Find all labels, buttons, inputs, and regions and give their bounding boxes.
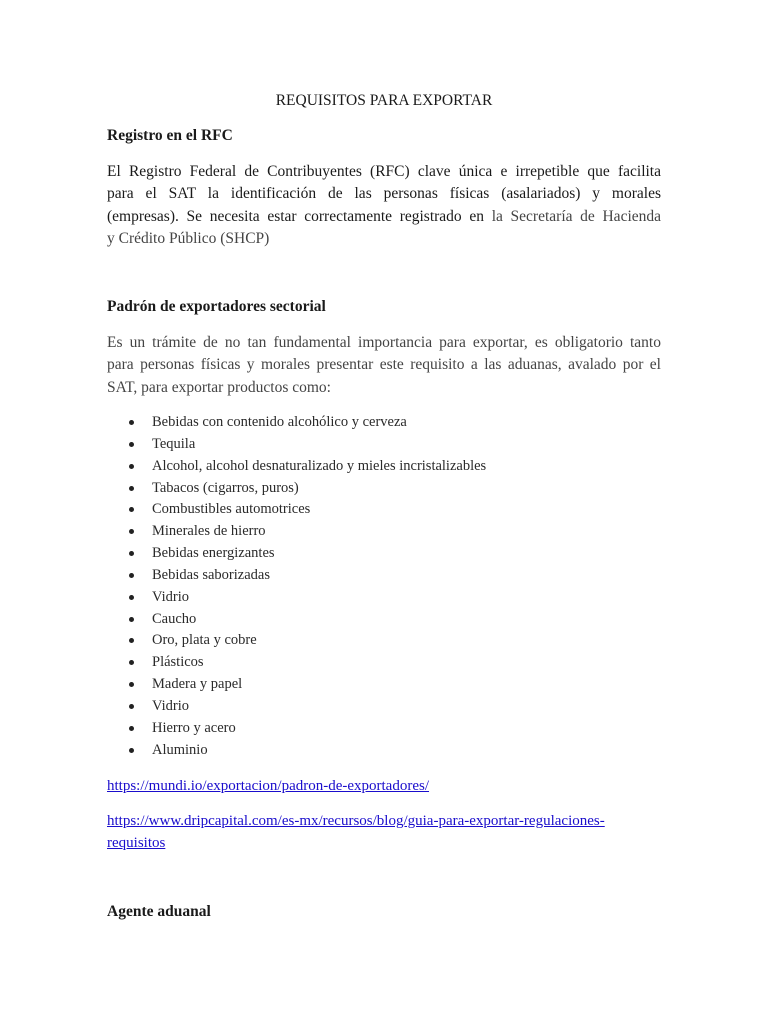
list-item (107, 674, 486, 696)
list-item (107, 434, 486, 456)
rfc-paragraph-line: El Registro Federal de Contribuyentes (RFC) clave única e irrepetible que facilita (107, 163, 661, 180)
list-item-text: Vidrio (152, 697, 189, 714)
list-item-text: Minerales de hierro (152, 523, 266, 540)
bullet-icon (129, 638, 134, 643)
list-item (107, 740, 486, 762)
bullet-icon (129, 748, 134, 753)
list-item (107, 630, 486, 652)
section-heading-agente: Agente aduanal (107, 903, 211, 920)
bullet-icon (129, 420, 134, 425)
list-item-text: Bebidas con contenido alcohólico y cerveza (152, 414, 407, 430)
list-item-text: Combustibles automotrices (152, 501, 311, 518)
shcp-name-text: la Secretaría de Hacienda (491, 207, 662, 225)
padron-paragraph (107, 332, 661, 399)
bullet-icon (129, 682, 134, 687)
bullet-icon (129, 464, 134, 469)
bullet-icon (129, 660, 134, 665)
bullet-icon (129, 551, 134, 556)
list-item (107, 521, 486, 543)
list-item-text: Aluminio (152, 741, 208, 758)
mundi-link[interactable]: https://mundi.io/exportacion/padron-de-exportadores/ (107, 778, 430, 794)
list-item-text: Hierro y acero (152, 719, 236, 736)
bullet-icon (129, 507, 134, 512)
list-item-text: Tequila (152, 435, 196, 452)
rfc-paragraph-line (107, 206, 661, 228)
section-heading-padron: Padrón de exportadores sectorial (107, 298, 326, 315)
list-item-text: Oro, plata y cobre (152, 632, 257, 649)
dripcapital-link-continuation[interactable]: requisitos (107, 835, 166, 851)
list-item-text: Bebidas saborizadas (152, 566, 270, 583)
list-item (107, 456, 486, 478)
list-item-text: Plásticos (152, 654, 204, 671)
list-item (107, 652, 486, 674)
section-heading-rfc: Registro en el RFC (107, 127, 233, 144)
list-item-text: Bebidas energizantes (152, 545, 275, 562)
document-title: REQUISITOS PARA EXPORTAR (275, 92, 493, 109)
products-list (107, 412, 486, 762)
list-item (107, 543, 486, 565)
bullet-icon (129, 617, 134, 622)
list-item (107, 565, 486, 587)
list-item-text: Caucho (152, 610, 197, 627)
rfc-paragraph-text: (empresas). Se necesita estar correctamente registrado en (107, 207, 484, 225)
padron-paragraph-line: para personas físicas y morales presentar este requisito a las aduanas, avalado por el (107, 356, 661, 374)
bullet-icon (129, 529, 134, 534)
list-item-text: Tabacos (cigarros, puros) (152, 479, 299, 496)
padron-paragraph-line: Es un trámite de no tan fundamental importancia para exportar, es obligatorio tanto (107, 334, 661, 351)
list-item-text: Alcohol, alcohol desnaturalizado y mieles incristalizables (152, 457, 487, 474)
rfc-paragraph-line: y Crédito Público (SHCP) (107, 229, 270, 247)
bullet-icon (129, 442, 134, 447)
dripcapital-link[interactable]: https://www.dripcapital.com/es-mx/recursos/blog/guia-para-exportar-regulaciones- (107, 813, 605, 829)
bullet-icon (129, 595, 134, 600)
list-item (107, 696, 486, 718)
bullet-icon (129, 704, 134, 709)
list-item (107, 478, 486, 500)
list-item-text: Vidrio (152, 588, 189, 605)
list-item (107, 499, 486, 521)
bullet-icon (129, 573, 134, 578)
bullet-icon (129, 486, 134, 491)
list-item (107, 587, 486, 609)
list-item-text: Madera y papel (152, 676, 243, 693)
bullet-icon (129, 726, 134, 731)
list-item (107, 718, 486, 740)
list-item (107, 412, 486, 434)
padron-paragraph-line: SAT, para exportar productos como: (107, 378, 331, 396)
rfc-paragraph (107, 161, 661, 250)
rfc-paragraph-line: para el SAT la identificación de las personas físicas (asalariados) y morales (107, 185, 661, 203)
list-item (107, 609, 486, 631)
